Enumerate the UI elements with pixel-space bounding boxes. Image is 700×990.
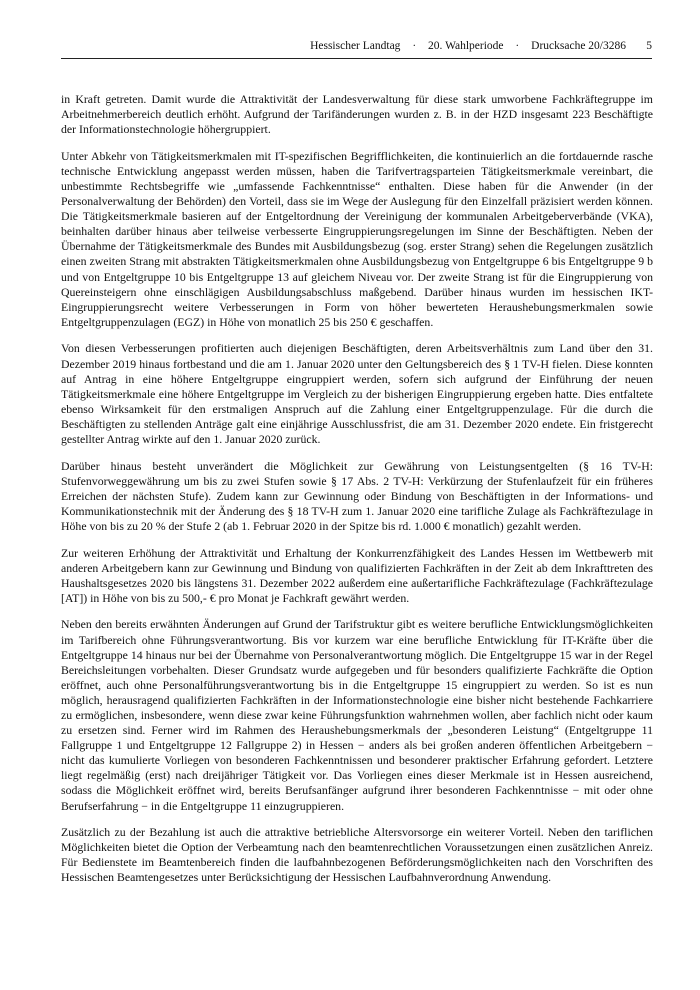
header-separator: · (515, 40, 520, 52)
header-period: 20. Wahlperiode (428, 40, 504, 52)
page-number: 5 (646, 40, 652, 52)
paragraph: Neben den bereits erwähnten Änderungen auf Grund der Tarifstruktur gibt es weitere berufliche Entwicklungsmöglichkeiten im Tarifbereich ohne Führungsverantwortung. Bis vor kurzem war eine berufliche Entwicklung für IT-Kräfte über die Entgeltgruppe 14 hinaus nur bei der Übernahme von Personalverantwortung möglich. Die Entgeltgruppe 15 war in der Regel Bereichsleitungen vorbehalten. Dieser Grundsatz wurde aufgegeben und für besonders qualifizierte Fachkräfte die Option eröffnet, auch ohne Personalführungsverantwortung bis in die Entgeltgruppe 15 eingruppiert zu werden. So ist es nun möglich, herausragend qualifizierten Fachkräften in der Informationstechnologie eine bisher nicht bestehende Fachkarriere zu ermöglichen, insbesondere, wenn diese zwar keine Führungsfunktion wahrnehmen wollen, aber fachlich nicht oder kaum zu ersetzen sind. Ferner wird im Rahmen des Heraushebungsmerkmals der „besonderen Leistung“ (Entgeltgruppe 11 Fallgruppe 1 und Entgeltgruppe 12 Fallgruppe 2) in Hessen − anders als bei großen anderen öffentlichen Arbeitgebern − nicht das kumulierte Vorliegen von besonderen Fachkenntnissen und besonderer praktischer Erfahrung gefordert. Letztere liegt regelmäßig (erst) nach dreijähriger Tätigkeit vor. Das Vorliegen eines dieser Merkmale ist in Hessen ausreichend, sodass die Möglichkeit eröffnet wird, bereits Berufsanfänger aufgrund ihrer besonderen Fachkenntnisse − mit oder ohne Berufserfahrung − in die Entgeltgruppe 11 einzugruppieren. (61, 617, 653, 813)
header-separator: · (412, 40, 417, 52)
paragraph: Von diesen Verbesserungen profitierten auch diejenigen Beschäftigten, deren Arbeitsverhältnis zum Land über den 31. Dezember 2019 hinaus fortbestand und die am 1. Januar 2020 unter den Geltungsbereich des § 1 TV-H fielen. Diese konnten auf Antrag in eine höhere Entgeltgruppe eingruppiert werden, sofern sich aufgrund der Einführung der neuen Tätigkeitsmerkmale eine höhere Entgeltgruppe im Vergleich zu der bisherigen Eingruppierung ergeben hatte. Dies entfaltete ebenso Wirksamkeit für den erstmaligen Anspruch auf die Zahlung einer Entgeltgruppenzulage. Für die durch die Beschäftigten zu stellenden Anträge galt eine einjährige Ausschlussfrist, die am 31. Dezember 2020 endete. Ein fristgerecht gestellter Antrag wirkte auf den 1. Januar 2020 zurück. (61, 341, 653, 446)
running-header (61, 40, 652, 59)
header-publisher: Hessischer Landtag (310, 40, 401, 52)
header-running-title (61, 40, 626, 52)
header-doc-number: Drucksache 20/3286 (531, 40, 626, 52)
document-body (61, 92, 653, 897)
paragraph: Zusätzlich zu der Bezahlung ist auch die attraktive betriebliche Altersvorsorge ein weiterer Vorteil. Neben den tariflichen Möglichkeiten bietet die Option der Verbeamtung nach den beamtenrechtlichen Voraussetzungen einen zusätzlichen Anreiz. Für Bedienstete im Beamtenbereich finden die laufbahnbezogenen Beförderungsmöglichkeiten nach den Vorschriften des Hessischen Beamtengesetzes unter Berücksichtigung der Hessischen Laufbahnverordnung Anwendung. (61, 825, 653, 885)
paragraph: Zur weiteren Erhöhung der Attraktivität und Erhaltung der Konkurrenzfähigkeit des Landes Hessen im Wettbewerb mit anderen Arbeitgebern kann zur Gewinnung und Bindung von qualifizierten Fachkräften in der Zeit ab dem Inkrafttreten des Haushaltsgesetzes 2020 bis längstens 31. Dezember 2022 außerdem eine außertarifliche Fachkräftezulage (Fachkräftezulage [AT]) in Höhe von bis zu 500,- € pro Monat je Fachkraft gewährt werden. (61, 545, 653, 605)
paragraph: Unter Abkehr von Tätigkeitsmerkmalen mit IT-spezifischen Begrifflichkeiten, die kontinuierlich an die fortdauernde rasche technische Entwicklung angepasst werden müssen, haben die Tarifvertragsparteien Tätigkeitsmerkmale vereinbart, die unbestimmte Rechtsbegriffe wie „umfassende Fachkenntnisse“ enthalten. Diese haben für die Anwender (in der Personalverwaltung der Behörden) den Vorteil, dass sie im Wege der Auslegung für den Einzelfall präzisiert werden können. Die Tätigkeitsmerkmale basieren auf der Entgeltordnung der Vereinigung der kommunalen Arbeitgeberverbände (VKA), beinhalten darüber hinaus aber teilweise verbesserte Eingruppierungsregelungen im Sinne der Beschäftigten. Neben der Übernahme der Tätigkeitsmerkmale des Bundes mit Ausbildungsbezug (sog. erster Strang) sehen die Regelungen zusätzlich einen zweiten Strang mit abstrakten Tätigkeitsmerkmalen ohne Ausbildungsbezug von Entgeltgruppe 6 bis Entgeltgruppe 9 b und von Entgeltgruppe 10 bis Entgeltgruppe 13 auf gleichem Niveau vor. Der zweite Strang ist für die Eingruppierung von Quereinsteigern ohne einschlägigen Ausbildungsabschluss maßgebend. Darüber hinaus wurden im hessischen IKT-Eingruppierungsrecht weitere Verbesserungen in Form von höher bewerteten Heraushebungsmerkmalen sowie Entgeltgruppenzulagen (EGZ) in Höhe von monatlich 25 bis 250 € geschaffen. (61, 148, 653, 329)
paragraph: Darüber hinaus besteht unverändert die Möglichkeit zur Gewährung von Leistungsentgelten (§ 16 TV-H: Stufenvorweggewährung um bis zu zwei Stufen sowie § 17 Abs. 2 TV-H: Verkürzung der Stufenlaufzeit für ein früheres Erreichen der nächsten Stufe). Zudem kann zur Gewinnung oder Bindung von Beschäftigten in der Informations- und Kommunikationstechnik mit der Änderung des § 18 TV-H zum 1. Januar 2020 eine tarifliche Zulage als Fachkräftezulage in Höhe von bis zu 20 % der Stufe 2 (ab 1. Februar 2020 in der Spitze bis rd. 1.000 € monatlich) gezahlt werden. (61, 458, 653, 533)
paragraph: in Kraft getreten. Damit wurde die Attraktivität der Landesverwaltung für diese stark umworbene Fachkräftegruppe im Arbeitnehmerbereich deutlich erhöht. Aufgrund der Tarifänderungen wurden z. B. in der HZD insgesamt 223 Beschäftigte der Informationstechnologie höhergruppiert. (61, 92, 653, 137)
